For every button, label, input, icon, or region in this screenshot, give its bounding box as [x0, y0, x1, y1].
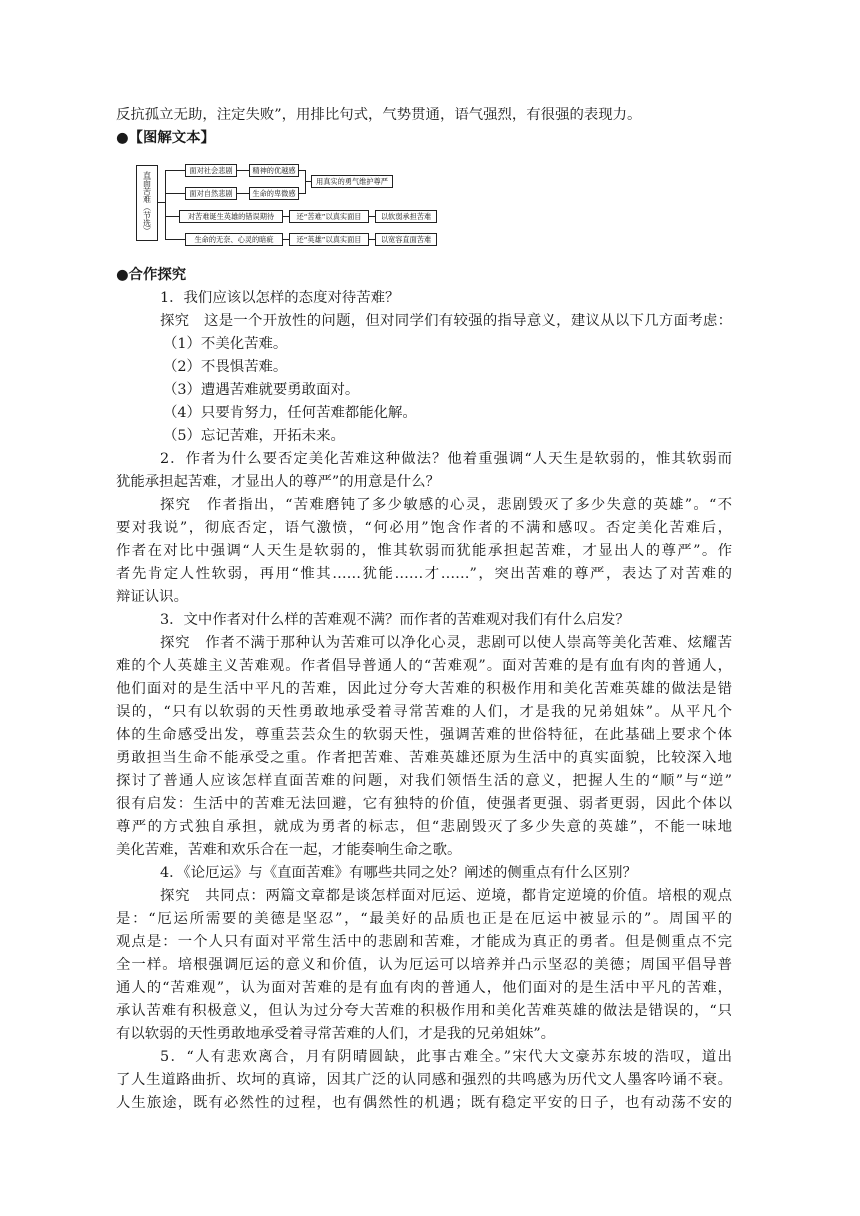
- answer-1-item: （5）忘记苦难，开拓未来。: [163, 428, 345, 444]
- paragraph-line: 反抗孤立无助，注定失败”，用排比句式，气势贯通，语气强烈，有很强的表现力。: [116, 107, 642, 123]
- answer-2: 要对我说”，彻底否定，语气激愤，“何必用”饱含作者的不满和感叹。否定美化苦难后，: [116, 520, 732, 536]
- answer-4: 是：“厄运所需要的美德是坚忍”，“最美好的品质也正是在厄运中被显示的”。周国平的: [116, 911, 732, 927]
- answer-3: 难的个人英雄主义苦难观。作者倡导普通人的“苦难观”。面对苦难的是有血有肉的普通人，: [116, 658, 732, 674]
- answer-3: 美化苦难，苦难和欢乐合在一起，才能奏响生命之歌。: [116, 842, 462, 858]
- diagram-node-nature-tragedy: 面对自然悲剧: [185, 187, 237, 200]
- question-1: 1．我们应该以怎样的态度对待苦难？: [160, 290, 400, 306]
- answer-3: 他们面对的是生活中平凡的苦难，因此过分夸大苦难的积极作用和美化苦难英雄的做法是错: [116, 681, 732, 697]
- diagram-node-real-face-suffering: 还“苦难”以真实面目: [289, 210, 369, 223]
- answer-3: 尊严的方式独自承担，就成为勇者的标志，但“悲剧毁灭了多少失意的英雄”，不能一味地: [116, 819, 732, 835]
- question-4: 4．《论厄运》与《直面苦难》有哪些共同之处？阐述的侧重点有什么区别？: [160, 865, 637, 881]
- answer-3: 探讨了普通人应该怎样直面苦难的问题，对我们领悟生活的意义，把握人生的“顺”与“逆”: [116, 773, 732, 789]
- diagram-connector: [305, 170, 306, 194]
- diagram-node-courage: 用真实的勇气维护尊严: [311, 175, 393, 188]
- diagram-node-hero-expectation: 对苦难诞生英雄的错误期待: [179, 210, 283, 223]
- diagram-node-tolerant: 以宽容直面苦难: [375, 233, 437, 246]
- answer-1-item: （1）不美化苦难。: [163, 336, 288, 352]
- diagram-connector: [165, 216, 179, 217]
- answer-1: 探究 这是一个开放性的问题，但对同学们有较强的指导意义，建议从以下几方面考虑：: [160, 313, 732, 329]
- section-heading-diagram: ●【图解文本】: [116, 130, 215, 146]
- answer-3: 体的生命感受出发，尊重芸芸众生的软弱天性，强调苦难的世俗特征，在此基础上要求个体: [116, 727, 732, 743]
- question-5: 人生旅途，既有必然性的过程，也有偶然性的机遇；既有稳定平安的日子，也有动荡不安的: [116, 1095, 732, 1111]
- diagram-connector: [165, 239, 185, 240]
- answer-4: 观点是：一个人只有面对平常生活中的悲剧和苦难，才能成为真正的勇者。但是侧重点不完: [116, 934, 732, 950]
- answer-2: 辩证认识。: [116, 589, 188, 605]
- answer-4: 有以软弱的天性勇敢地承受着寻常苦难的人们，才是我的兄弟姐妹”。: [116, 1026, 556, 1042]
- diagram-connector: [165, 170, 185, 171]
- question-5: 了人生道路曲折、坎坷的真谛，因其广泛的认同感和强烈的共鸣感为历代文人墨客吟诵不衰。: [116, 1072, 732, 1088]
- diagram-node-real-face-hero: 还“英雄”以真实面目: [289, 233, 369, 246]
- answer-4: 全一样。培根强调厄运的意义和价值，认为厄运可以培养并凸示坚忍的美德；周国平倡导普: [116, 957, 732, 973]
- answer-2: 者先肯定人性软弱，再用“惟其……犹能……才……”，突出苦难的尊严，表达了对苦难的: [116, 566, 732, 582]
- answer-3: 探究 作者不满于那种认为苦难可以净化心灵，悲剧可以使人崇高等美化苦难、炫耀苦: [160, 635, 732, 651]
- diagram-connector: [237, 193, 249, 194]
- question-5: 5．“人有悲欢离合，月有阴晴圆缺，此事古难全。”宋代大文豪苏东坡的浩叹，道出: [160, 1049, 732, 1065]
- diagram-node-spirit: 精神的优越感: [249, 164, 299, 177]
- diagram-connector: [165, 193, 185, 194]
- answer-4: 通人的“苦难观”，认为面对苦难的是有血有肉的普通人，他们面对的是生活中平凡的苦难，: [116, 980, 732, 996]
- section-heading-explore: ●合作探究: [116, 267, 187, 283]
- diagram-node-life-humble: 生命的卑微感: [249, 187, 299, 200]
- diagram-connector: [237, 170, 249, 171]
- answer-4: 探究 共同点：两篇文章都是谈怎样面对厄运、逆境，都肯定逆境的价值。培根的观点: [160, 888, 732, 904]
- answer-4: 承认苦难有积极意义，但认为过分夸大苦难的积极作用和美化苦难英雄的做法是错误的，“只: [116, 1003, 732, 1019]
- diagram-connector: [158, 202, 165, 203]
- diagram-node-helpless-life: 生命的无奈、心灵的暗疵: [185, 233, 283, 246]
- diagram-root-node: 直面苦难（节选）: [136, 165, 158, 241]
- diagram-connector: [165, 170, 166, 239]
- answer-1-item: （4）只要肯努力，任何苦难都能化解。: [163, 405, 417, 421]
- answer-2: 作者在对比中强调“人天生是软弱的，惟其软弱而犹能承担起苦难，才显出人的尊严”。作: [116, 543, 732, 559]
- diagram-node-social-tragedy: 面对社会悲剧: [185, 164, 237, 177]
- answer-1-item: （2）不畏惧苦难。: [163, 359, 288, 375]
- question-2: 犹能承担起苦难，才显出人的尊严”的用意是什么？: [116, 474, 440, 490]
- text-structure-diagram: [136, 160, 440, 246]
- diagram-node-bear-with-weakness: 以软弱承担苦难: [375, 210, 437, 223]
- answer-3: 很有启发：生活中的苦难无法回避，它有独特的价值，使强者更强、弱者更弱，因此个体以: [116, 796, 732, 812]
- answer-3: 误的，“只有以软弱的天性勇敢地承受着寻常苦难的人们，才是我的兄弟姐妹”。从平凡个: [116, 704, 732, 720]
- answer-2: 探究 作者指出，“苦难磨钝了多少敏感的心灵，悲剧毁灭了多少失意的英雄”。“不: [160, 497, 732, 513]
- question-2: 2．作者为什么要否定美化苦难这种做法？他着重强调“人天生是软弱的，惟其软弱而: [160, 451, 732, 467]
- answer-3: 勇敢担当生命不能承受之重。作者把苦难、苦难英雄还原为生活中的真实面貌，比较深入地: [116, 750, 732, 766]
- question-3: 3．文中作者对什么样的苦难观不满？而作者的苦难观对我们有什么启发？: [160, 612, 630, 628]
- answer-1-item: （3）遭遇苦难就要勇敢面对。: [163, 382, 360, 398]
